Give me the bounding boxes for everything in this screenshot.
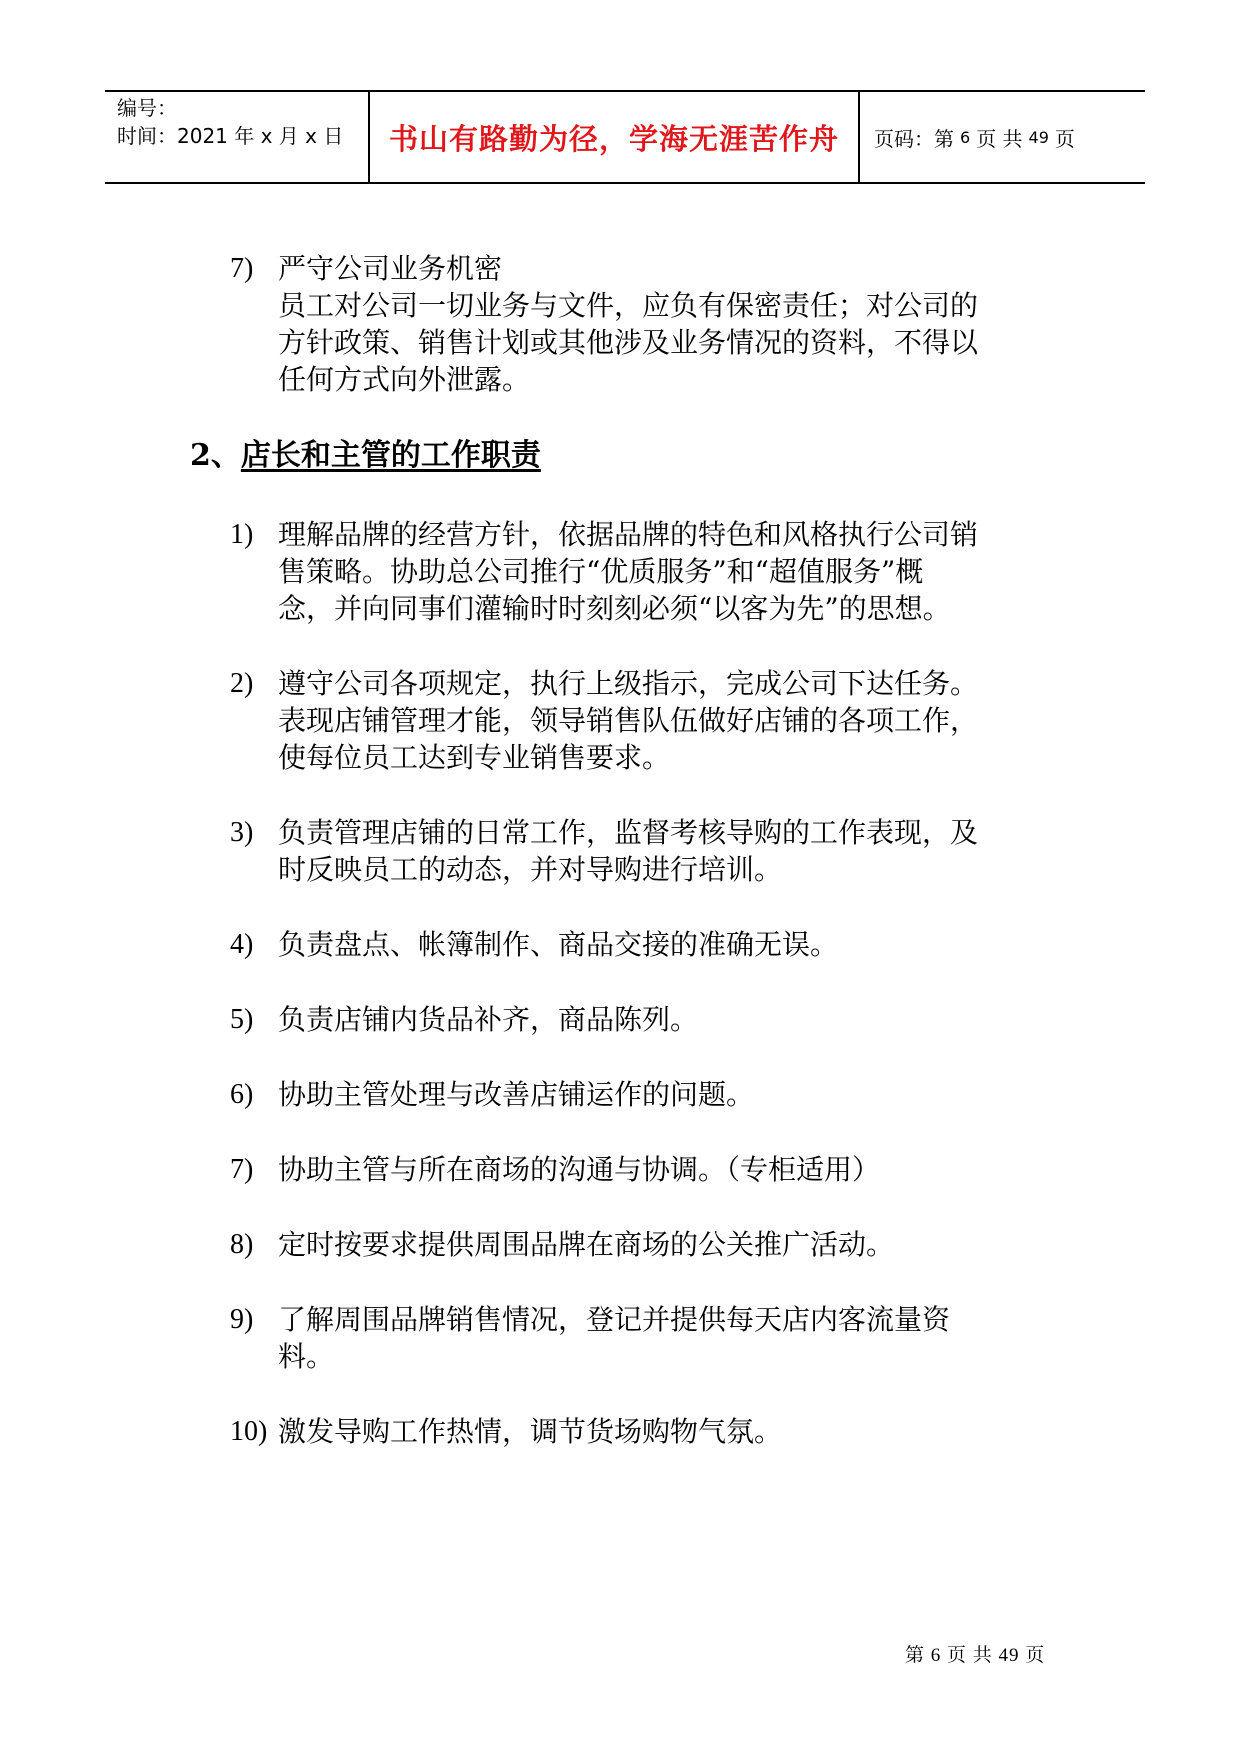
list-item-number: 7): [230, 1154, 254, 1185]
list-item-number: 3): [230, 817, 254, 848]
list-item: [190, 1001, 1090, 1038]
list-item-number: 6): [230, 1079, 254, 1110]
list-item-line: 售策略。协助总公司推行“优质服务”和“超值服务”概: [278, 555, 924, 588]
section-title: 店长和主管的工作职责: [240, 438, 541, 473]
list-item-number: 9): [230, 1304, 254, 1335]
list-item-line: 表现店铺管理才能，领导销售队伍做好店铺的各项工作，: [278, 704, 979, 737]
section-number: 2、: [190, 438, 241, 473]
list-item-line: 定时按要求提供周围品牌在商场的公关推广活动。: [278, 1228, 895, 1261]
page-footer: 第 6 页 共 49 页: [905, 1645, 1046, 1666]
list-item: [190, 665, 1090, 776]
header-page-cell: [860, 92, 1145, 182]
list-item-line: 负责管理店铺的日常工作，监督考核导购的工作表现，及: [278, 816, 979, 849]
list-item: [190, 814, 1090, 888]
list-item-line: 协助主管处理与改善店铺运作的问题。: [278, 1078, 755, 1111]
list-item-line: 时反映员工的动态，并对导购进行培训。: [278, 853, 783, 886]
list-item-number: 4): [230, 929, 254, 960]
list-item-line: 员工对公司一切业务与文件，应负有保密责任；对公司的: [278, 289, 979, 322]
list-item-line: 负责盘点、帐簿制作、商品交接的准确无误。: [278, 928, 839, 961]
list-item-line: 料。: [278, 1340, 335, 1373]
list-item-line: 了解周围品牌销售情况，登记并提供每天店内客流量资: [278, 1303, 951, 1336]
list-item: [190, 1301, 1090, 1375]
list-item-line: 协助主管与所在商场的沟通与协调。（专柜适用）: [278, 1153, 881, 1186]
list-item-number: 7): [230, 253, 254, 284]
list-item-line: 严守公司业务机密: [278, 252, 503, 285]
list-item-line: 遵守公司各项规定，执行上级指示，完成公司下达任务。: [278, 667, 979, 700]
page-suffix: 页: [1054, 126, 1075, 151]
list-item: [190, 1151, 1090, 1188]
list-item-number: 8): [230, 1229, 254, 1260]
list-item: [190, 926, 1090, 963]
document-time-label: 时间：2021 年 x 月 x 日: [117, 124, 344, 148]
list-item-line: 使每位员工达到专业销售要求。: [278, 741, 671, 774]
page-header: [105, 90, 1145, 184]
header-motto-cell: [370, 92, 860, 182]
document-body: [190, 250, 1090, 1450]
list-item-line: 方针政策、销售计划或其他涉及业务情况的资料，不得以: [278, 326, 979, 359]
list-item: [190, 1076, 1090, 1113]
list-item: [190, 250, 1090, 398]
list-item-line: 负责店铺内货品补齐，商品陈列。: [278, 1003, 699, 1036]
list-item-line: 任何方式向外泄露。: [278, 363, 531, 396]
list-item-line: 理解品牌的经营方针，依据品牌的特色和风格执行公司销: [278, 518, 979, 551]
list-item: [190, 1226, 1090, 1263]
page-prefix: 页码：第: [874, 126, 954, 151]
header-motto: 书山有路勤为径，学海无涯苦作舟: [388, 121, 839, 156]
list-item-line: 激发导购工作热情，调节货场购物气氛。: [278, 1415, 783, 1448]
list-item-number: 2): [230, 668, 254, 699]
header-info-cell: [105, 92, 370, 182]
list-item-number: 5): [230, 1004, 254, 1035]
list-item-number: 10): [230, 1416, 268, 1447]
document-number-label: 编号：: [117, 96, 177, 120]
list-item-line: 念，并向同事们灌输时时刻刻必须“以客为先”的思想。: [278, 592, 951, 625]
page-current: 6: [960, 127, 971, 147]
section-heading: [190, 436, 1090, 476]
list-item: [190, 1413, 1090, 1450]
list-item-number: 1): [230, 519, 254, 550]
page-mid: 页 共: [976, 126, 1023, 151]
list-item: [190, 516, 1090, 627]
page-total: 49: [1028, 127, 1049, 147]
